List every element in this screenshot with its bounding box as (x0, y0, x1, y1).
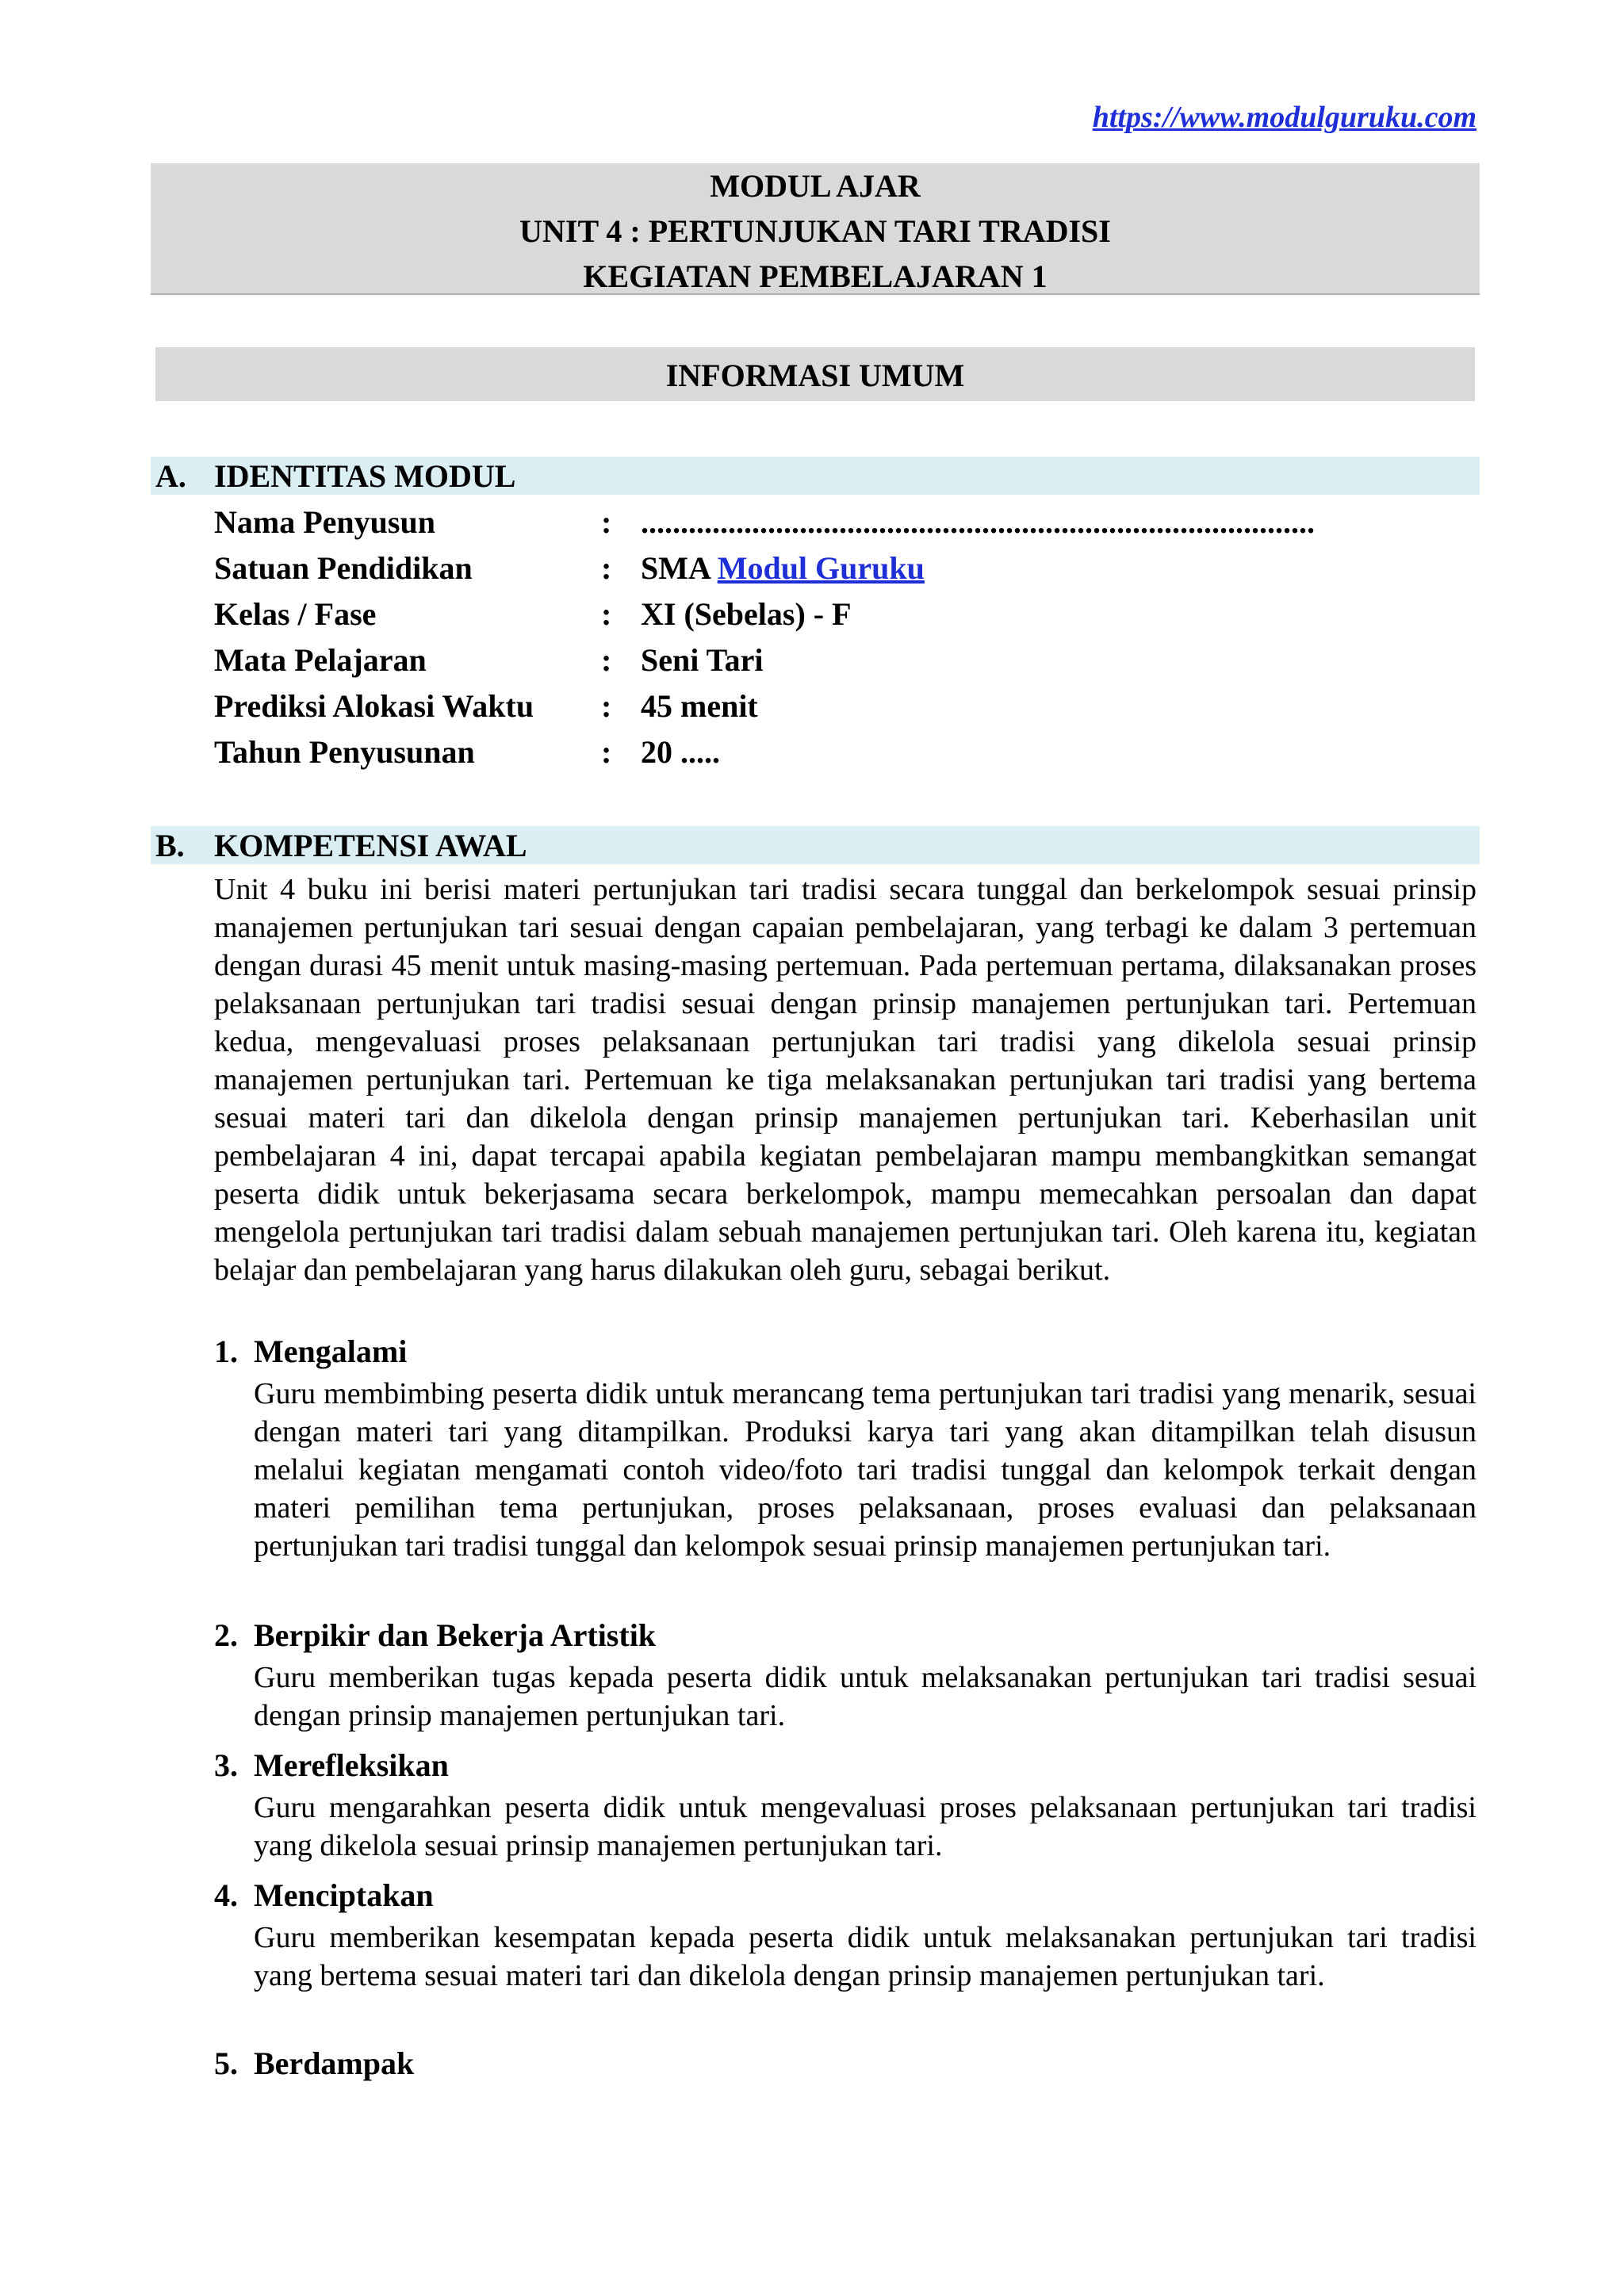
header-url-link[interactable]: https://www.modulguruku.com (1092, 101, 1477, 134)
section-b-letter: B. (155, 828, 185, 863)
identity-value: XI (Sebelas) - F (641, 596, 852, 632)
kompetensi-awal-paragraph: Unit 4 buku ini berisi materi pertunjukan tari tradisi secara tunggal dan berkelompok sesuai prinsip manajemen pertunjukan tari sesuai dengan capaian pembelajaran, yang terbagi ke dalam 3 pertemuan dengan durasi 45 menit untuk masing-masing pertemuan. Pada pertemuan pertama, dilaksanakan proses pelaksanaan pertunjukan tari tradisi sesuai dengan prinsip manajemen pertunjukan tari. Pertemuan kedua, mengevaluasi proses pelaksanaan pertunjukan tari tradisi yang dikelola sesuai prinsip manajemen pertunjukan tari. Pertemuan ke tiga melaksanakan pertunjukan tari tradisi yang bertema sesuai materi tari dan dikelola dengan prinsip manajemen pertunjukan tari. Keberhasilan unit pembelajaran 4 ini, dapat tercapai apabila kegiatan pembelajaran mampu membangkitkan semangat peserta didik untuk bekerjasama secara berkelompok, mampu memecahkan persoalan dan dapat mengelola pertunjukan tari tradisi dalam sebuah manajemen pertunjukan tari. Oleh karena itu, kegiatan belajar dan pembelajaran yang harus dilakukan oleh guru, sebagai berikut. (214, 873, 1477, 1287)
item-title: Mengalami (254, 1334, 408, 1369)
item-text-merefleksikan: Guru mengarahkan peserta didik untuk mengevaluasi proses pelaksanaan pertunjukan tari tradisi yang dikelola sesuai prinsip manajemen pertunjukan tari. (254, 1791, 1477, 1862)
identity-label: Prediksi Alokasi Waktu (214, 688, 534, 724)
identity-row-satuan-pendidikan (214, 545, 1483, 591)
item-title: Merefleksikan (254, 1747, 449, 1783)
item-heading-berpikir (214, 1616, 656, 1655)
item-heading-merefleksikan (214, 1746, 449, 1785)
identity-value-prefix: SMA (641, 550, 718, 586)
identity-value: 45 menit (641, 688, 758, 724)
item-heading-berdampak (214, 2044, 414, 2084)
identity-colon: : (601, 642, 612, 678)
item-text-berpikir: Guru memberikan tugas kepada peserta didik untuk melaksanakan pertunjukan tari tradisi sesuai dengan prinsip manajemen pertunjukan tari. (254, 1661, 1477, 1732)
section-a-letter: A. (155, 458, 186, 494)
identity-colon: : (601, 504, 612, 540)
title-line-1: MODUL AJAR (710, 168, 921, 204)
item-title: Berdampak (254, 2045, 415, 2081)
identity-value: 20 ..... (641, 734, 720, 770)
identity-colon: : (601, 688, 612, 724)
item-number: 3. (214, 1747, 238, 1783)
identity-label: Tahun Penyusunan (214, 734, 475, 770)
item-heading-menciptakan (214, 1876, 434, 1915)
item-text-mengalami: Guru membimbing peserta didik untuk merancang tema pertunjukan tari tradisi yang menarik, sesuai dengan materi tari yang ditampilkan. Produksi karya tari yang akan ditampilkan telah disusun melalui kegiatan mengamati contoh video/foto tari tradisi tunggal dan kelompok terkait dengan materi pemilihan tema pertunjukan, proses pelaksanaan, proses evaluasi dan pelaksanaan pertunjukan tari tradisi tunggal dan kelompok sesuai prinsip manajemen pertunjukan tari. (254, 1377, 1477, 1563)
section-b-heading: KOMPETENSI AWAL (214, 828, 527, 863)
identity-row-kelas-fase (214, 591, 1483, 637)
item-number: 1. (214, 1334, 238, 1369)
item-heading-mengalami (214, 1332, 407, 1372)
info-umum-heading: INFORMASI UMUM (155, 347, 1475, 401)
identity-row-mata-pelajaran (214, 637, 1483, 683)
identity-label: Satuan Pendidikan (214, 550, 473, 586)
title-line-2: UNIT 4 : PERTUNJUKAN TARI TRADISI (519, 213, 1111, 249)
item-number: 4. (214, 1877, 238, 1913)
identity-colon: : (601, 550, 612, 586)
section-a-bar (151, 457, 1480, 495)
section-b-bar (151, 826, 1480, 864)
identity-label: Mata Pelajaran (214, 642, 427, 678)
identity-value: ..................................................................................... (641, 504, 1315, 540)
identity-colon: : (601, 734, 612, 770)
identity-row-tahun-penyusunan (214, 729, 1483, 775)
identity-value: Seni Tari (641, 642, 764, 678)
identity-label: Kelas / Fase (214, 596, 377, 632)
identity-row-nama-penyusun (214, 499, 1483, 545)
identity-value (641, 545, 925, 591)
section-a-heading: IDENTITAS MODUL (214, 458, 516, 494)
item-title: Menciptakan (254, 1877, 434, 1913)
item-text-menciptakan: Guru memberikan kesempatan kepada peserta didik untuk melaksanakan pertunjukan tari tradisi yang bertema sesuai materi tari dan dikelola dengan prinsip manajemen pertunjukan tari. (254, 1921, 1477, 1992)
identity-label: Nama Penyusun (214, 504, 435, 540)
identity-colon: : (601, 596, 612, 632)
item-number: 5. (214, 2045, 238, 2081)
item-number: 2. (214, 1617, 238, 1653)
identity-row-alokasi-waktu (214, 683, 1483, 729)
title-line-3: KEGIATAN PEMBELAJARAN 1 (583, 258, 1048, 294)
modul-guruku-link[interactable]: Modul Guruku (717, 550, 925, 586)
item-title: Berpikir dan Bekerja Artistik (254, 1617, 657, 1653)
module-title-box (151, 163, 1480, 295)
